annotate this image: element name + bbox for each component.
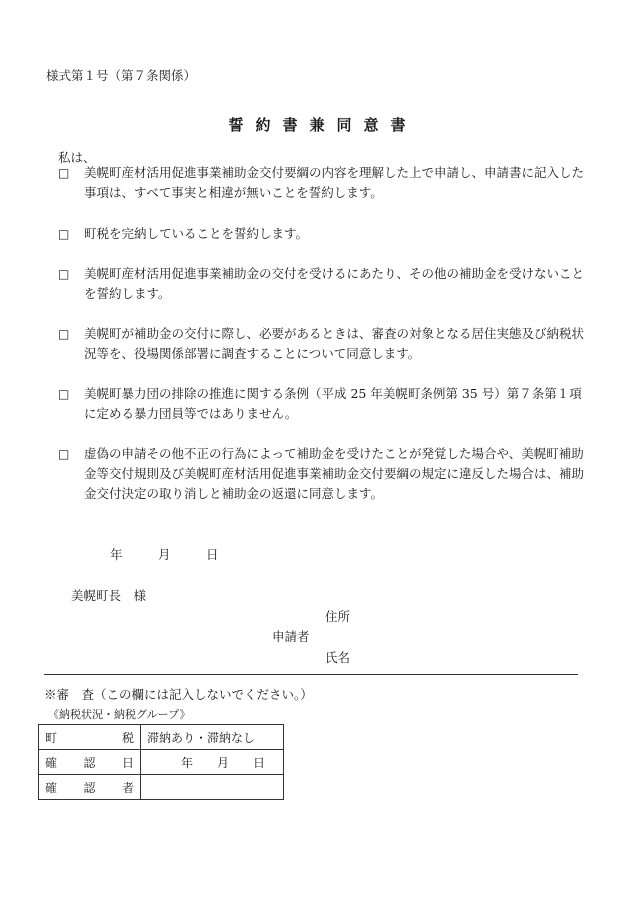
pledge-item	[58, 324, 588, 364]
review-note: ※審 査（この欄には記入しないでください。）	[44, 687, 313, 702]
table-cell-label	[39, 750, 141, 775]
date-month: 月	[158, 547, 171, 562]
label-char: 認	[83, 780, 96, 795]
pledge-item	[58, 444, 588, 504]
name-label: 氏名	[325, 650, 351, 665]
tax-group-label: 《納税状況・納税グループ》	[48, 708, 191, 721]
addressee: 美幌町長 様	[71, 588, 147, 603]
pledge-text: 虚偽の申請その他不正の行為によって補助金を受けたことが発覚した場合や、美幌町補助金等交付規則及び美幌町産材活用促進事業補助金交付要綱の規定に違反した場合は、補助金交付決定の取り消しと補助金の返還に同意します。	[84, 446, 585, 501]
checkbox-icon[interactable]: □	[58, 227, 70, 241]
applicant-label: 申請者	[272, 629, 310, 644]
pledge-item	[58, 264, 588, 304]
pledge-text: 美幌町が補助金の交付に際し、必要があるときは、審査の対象となる居住実態及び納税状況等を、役場関係部署に調査することについて同意します。	[84, 326, 585, 361]
label-char: 確	[45, 780, 58, 795]
table-row	[39, 725, 284, 750]
confirmer-cell[interactable]	[141, 775, 284, 800]
checkbox-icon[interactable]: □	[58, 166, 70, 180]
address-label: 住所	[325, 609, 351, 624]
document-title: 誓約書兼同意書	[228, 116, 418, 134]
table-row	[39, 775, 284, 800]
confirm-month: 月	[216, 755, 229, 770]
date-day: 日	[206, 547, 219, 562]
pledge-item	[58, 224, 588, 244]
table-cell-label	[39, 775, 141, 800]
pledge-text: 町税を完納していることを誓約します。	[84, 226, 309, 241]
intro-text: 私は、	[58, 150, 96, 165]
label-char: 日	[121, 755, 134, 770]
pledge-text: 美幌町暴力団の排除の推進に関する条例（平成 25 年美幌町条例第 35 号）第７条第１項に定める暴力団員等ではありません。	[84, 386, 582, 421]
table-cell-label	[39, 725, 141, 750]
label-char: 者	[121, 780, 134, 795]
pledge-text: 美幌町産材活用促進事業補助金交付要綱の内容を理解した上で申請し、申請書に記入した事項は、すべて事実と相違が無いことを誓約します。	[84, 165, 585, 200]
confirm-date-cell[interactable]	[141, 750, 284, 775]
confirm-day: 日	[252, 755, 265, 770]
review-table	[38, 724, 284, 800]
checkbox-icon[interactable]: □	[58, 387, 70, 401]
date-line	[110, 545, 219, 563]
pledge-item	[58, 163, 588, 203]
label-char: 税	[121, 730, 134, 745]
label-char: 認	[83, 755, 96, 770]
checkbox-icon[interactable]: □	[58, 327, 70, 341]
pledge-item	[58, 384, 588, 424]
tax-status-cell: 滞納あり・滞納なし	[141, 725, 284, 750]
table-row	[39, 750, 284, 775]
date-year: 年	[110, 547, 123, 562]
form-number: 様式第１号（第７条関係）	[46, 68, 197, 83]
confirm-year: 年	[180, 755, 193, 770]
label-char: 確	[45, 755, 58, 770]
label-char: 町	[45, 730, 58, 745]
divider	[44, 674, 578, 675]
checkbox-icon[interactable]: □	[58, 447, 70, 461]
checkbox-icon[interactable]: □	[58, 267, 70, 281]
pledge-text: 美幌町産材活用促進事業補助金の交付を受けるにあたり、その他の補助金を受けないことを誓約します。	[84, 266, 585, 301]
